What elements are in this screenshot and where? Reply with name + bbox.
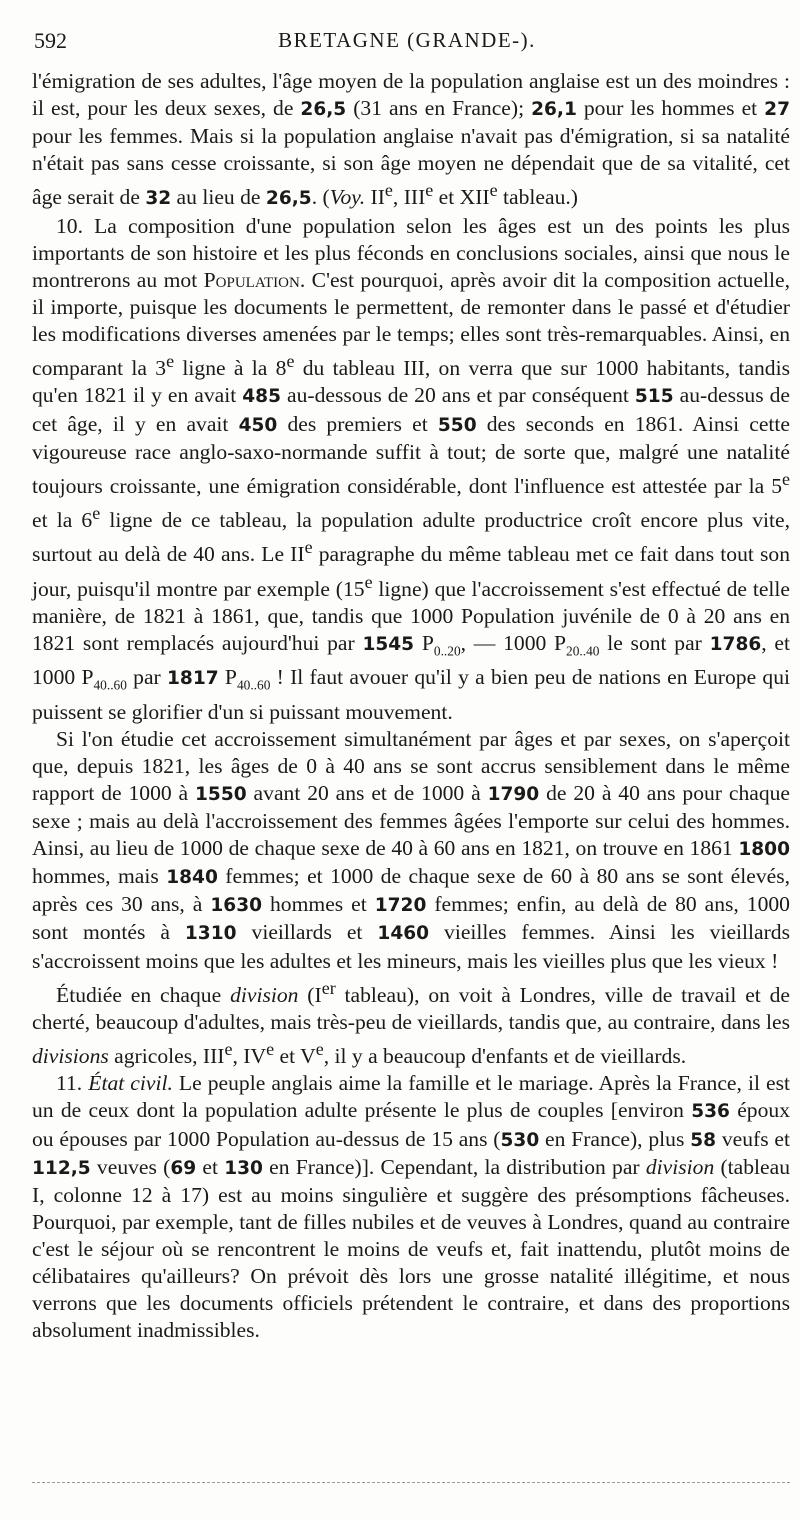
text-run: P — [414, 630, 434, 655]
paragraph — [32, 68, 790, 213]
text-run: (tableau I, colonne 12 à 17) est au moins singulière et suggère des présomptions fâcheuses. Pourquoi, par exemple, tant de filles nubiles et de veuves à Londres, quand au contraire c'est le séjour où se rencontrent le moins de veufs et, fait inattendu, plutôt moins de célibataires qu'ailleurs? On prévoit dès lors une grosse natalité illégitime, et nous verrons que les documents officiels prétendent le contraire, et dans des proportions absolument inadmissibles. — [32, 1154, 791, 1343]
paragraph — [32, 975, 790, 1071]
italic-text: État civil. — [88, 1071, 173, 1096]
text-run: , — 1000 P — [460, 630, 567, 655]
text-run: par — [126, 665, 167, 690]
bold-number: 58 — [690, 1129, 717, 1151]
text-run: agricoles, III — [108, 1044, 225, 1069]
text-run: veufs et — [716, 1126, 791, 1151]
text-run: (I — [298, 982, 322, 1007]
text-run: , il y a beaucoup d'enfants et de vieillards. — [323, 1044, 687, 1069]
text-run: , IV — [232, 1044, 267, 1069]
bold-number: 1630 — [210, 895, 263, 917]
bold-number: 69 — [170, 1157, 197, 1179]
text-run: pour les femmes. Mais si la population anglaise n'avait pas d'émigration, si sa natalité n'était pas sans cesse croissante, si son âge moyen ne dépendait que de sa vitalité, cet âge serait de — [32, 124, 790, 210]
page-header — [34, 28, 780, 58]
italic-text: division — [230, 982, 299, 1007]
bold-number: 26,1 — [531, 99, 577, 121]
bold-number: 1800 — [738, 839, 790, 861]
superscript: e — [286, 351, 295, 372]
text-run: tableau.) — [497, 185, 578, 210]
text-run: au-dessous de 20 ans et par conséquent — [281, 383, 635, 408]
superscript: e — [364, 571, 373, 592]
bold-number: 550 — [437, 414, 477, 436]
page-number: 592 — [34, 28, 67, 53]
subscript: 0..20 — [433, 643, 461, 659]
text-run: du tableau III, on verra que sur 1000 habitants, tandis qu'en 1821 il y en avait — [32, 356, 790, 408]
text-run: hommes, mais — [32, 864, 167, 889]
text-run: des premiers et — [277, 411, 438, 436]
italic-text: Voy. — [329, 185, 366, 210]
bold-number: 536 — [691, 1101, 730, 1123]
bold-number: 450 — [238, 414, 278, 436]
text-run: et la 6 — [32, 508, 93, 533]
paragraph — [32, 726, 790, 975]
text-run: en France), plus — [539, 1126, 691, 1151]
superscript: e — [782, 468, 790, 489]
subscript: 40..60 — [236, 677, 271, 693]
bold-number: 32 — [145, 188, 172, 210]
text-run: des seconds en 1861. Ainsi cette vigoureuse race anglo-saxo-normande suffit à tout; de sorte que, malgré une natalité toujours croissante, une émigration considérable, dont l'influence est attestée par la 5 — [32, 411, 790, 498]
text-run: paragraphe du même tableau met ce fait dans tout son jour, puisqu'il montre par exemple (15 — [32, 542, 790, 601]
bold-number: 1786 — [709, 633, 762, 655]
small-caps-text: Population — [203, 267, 300, 292]
text-run: femmes; enfin, au delà de 80 ans, 1000 sont montés à — [32, 892, 790, 945]
text-run: (31 ans en France); — [346, 96, 532, 121]
text-run: et XII — [433, 185, 490, 210]
text-run: tableau), on voit à Londres, ville de travail et de cherté, beaucoup d'adultes, mais très-peu de vieillards, tandis que, au contraire, dans les — [32, 982, 791, 1034]
footer-rule — [32, 1482, 790, 1483]
text-run: ligne à la 8 — [174, 356, 287, 381]
bold-number: 515 — [634, 386, 674, 408]
superscript: e — [425, 180, 434, 201]
bold-number: 1460 — [377, 923, 430, 945]
text-run: et V — [274, 1044, 316, 1069]
text-run: au lieu de — [171, 185, 266, 210]
text-run: en France)]. Cependant, la distribution par — [262, 1154, 646, 1179]
text-run: et — [196, 1154, 225, 1179]
text-run: de 20 à 40 ans pour chaque sexe ; mais au delà l'accroissement des femmes âgées l'emporte sur celui des hommes. Ainsi, au lieu de 1000 de chaque sexe de 40 à 60 ans en 1821, on trouve en 1861 — [32, 781, 791, 861]
bold-number: 26,5 — [265, 188, 312, 210]
superscript: e — [315, 1039, 324, 1060]
text-run: femmes; et 1000 de chaque sexe de 60 à 80 ans se sont élevés, après ces 30 ans, à — [32, 864, 791, 917]
text-run: Étudiée en chaque — [56, 982, 231, 1007]
text-run: Le peuple anglais aime la famille et le mariage. Après la France, il est un de ceux dont la population adulte présente le plus de couples [environ — [32, 1071, 790, 1123]
text-run: l'émigration de ses adultes, l'âge moyen de la population anglaise est un des moindres : il est, pour les deux sexes, de — [32, 69, 790, 121]
text-run: vieilles femmes. Ainsi les vieillards s'accroissent moins que les adultes et les mineurs, mais les vieilles plus que les vieux ! — [32, 920, 790, 973]
superscript: e — [384, 180, 393, 201]
text-run: Si l'on étudie cet accroissement simultanément par âges et par sexes, on s'aperçoit que, depuis 1821, les âges de 0 à 40 ans se sont accrus sensiblement dans le même rapport de 1000 à — [32, 726, 790, 805]
bold-number: 1545 — [362, 633, 415, 655]
paragraph — [32, 213, 790, 726]
running-head: BRETAGNE (GRANDE-). — [278, 28, 536, 52]
text-run: le sont par — [599, 630, 710, 655]
text-run: époux ou épouses par 1000 Population au-dessus de 15 ans ( — [32, 1098, 790, 1151]
subscript: 40..60 — [93, 677, 127, 693]
text-run: . C'est pourquoi, après avoir dit la composition actuelle, il importe, puisque les documents le permettent, de remonter dans le passé et d'étudier les modifications diverses amenées par le temps; elles sont très-remarquables. Ainsi, en comparant la 3 — [32, 267, 791, 381]
body-text — [32, 68, 790, 1344]
text-run: . ( — [311, 185, 330, 210]
text-run: ligne) que l'accroissement s'est effectué de telle manière, de 1821 à 1861, que, tandis que 1000 Population juvénile de 0 à 20 ans en 1821 sont remplacés aujourd'hui par — [32, 576, 790, 655]
subscript: 20..40 — [566, 643, 600, 659]
paragraph — [32, 1070, 790, 1344]
italic-text: division — [645, 1154, 715, 1179]
superscript: e — [304, 537, 313, 558]
bold-number: 530 — [500, 1129, 540, 1151]
text-run: , et 1000 P — [32, 630, 791, 690]
bold-number: 1310 — [184, 923, 237, 945]
text-run: vieillards et — [236, 920, 378, 945]
bold-number: 1550 — [195, 784, 247, 805]
superscript: e — [266, 1039, 275, 1060]
bold-number: 485 — [242, 386, 281, 408]
text-run: ! Il faut avouer qu'il y a bien peu de nations en Europe qui puissent se glorifier d'un si puissant mouvement. — [32, 665, 790, 724]
bold-number: 130 — [224, 1157, 263, 1179]
bold-number: 1790 — [487, 784, 540, 805]
bold-number: 26,5 — [300, 99, 347, 121]
text-run: avant 20 ans et de 1000 à — [246, 781, 488, 805]
text-run: au-dessus de cet âge, il y en avait — [32, 383, 790, 436]
text-run: P — [218, 665, 237, 690]
text-run: pour les hommes et — [576, 96, 765, 121]
text-run: veuves ( — [90, 1154, 171, 1179]
superscript: e — [489, 180, 498, 201]
italic-text: divisions — [32, 1044, 109, 1069]
superscript: e — [166, 351, 175, 372]
bold-number: 1840 — [166, 867, 218, 889]
superscript: er — [321, 977, 336, 998]
superscript: e — [92, 502, 101, 523]
superscript: e — [224, 1039, 233, 1060]
text-run: II — [365, 185, 385, 210]
bold-number: 1817 — [167, 668, 219, 690]
bold-number: 1720 — [374, 895, 427, 917]
text-run: 11. — [56, 1071, 89, 1096]
text-run: ligne de ce tableau, la population adulte productrice croît encore plus vite, surtout au delà de 40 ans. Le II — [32, 508, 790, 567]
text-run: 10. La composition d'une population selon les âges est un des points les plus importants de son histoire et les plus féconds en conclusions sociales, ainsi que nous le montrerons au mot — [32, 213, 790, 292]
bold-number: 112,5 — [32, 1157, 91, 1179]
text-run: hommes et — [262, 892, 375, 917]
bold-number: 27 — [764, 99, 790, 121]
text-run: , III — [392, 185, 426, 210]
